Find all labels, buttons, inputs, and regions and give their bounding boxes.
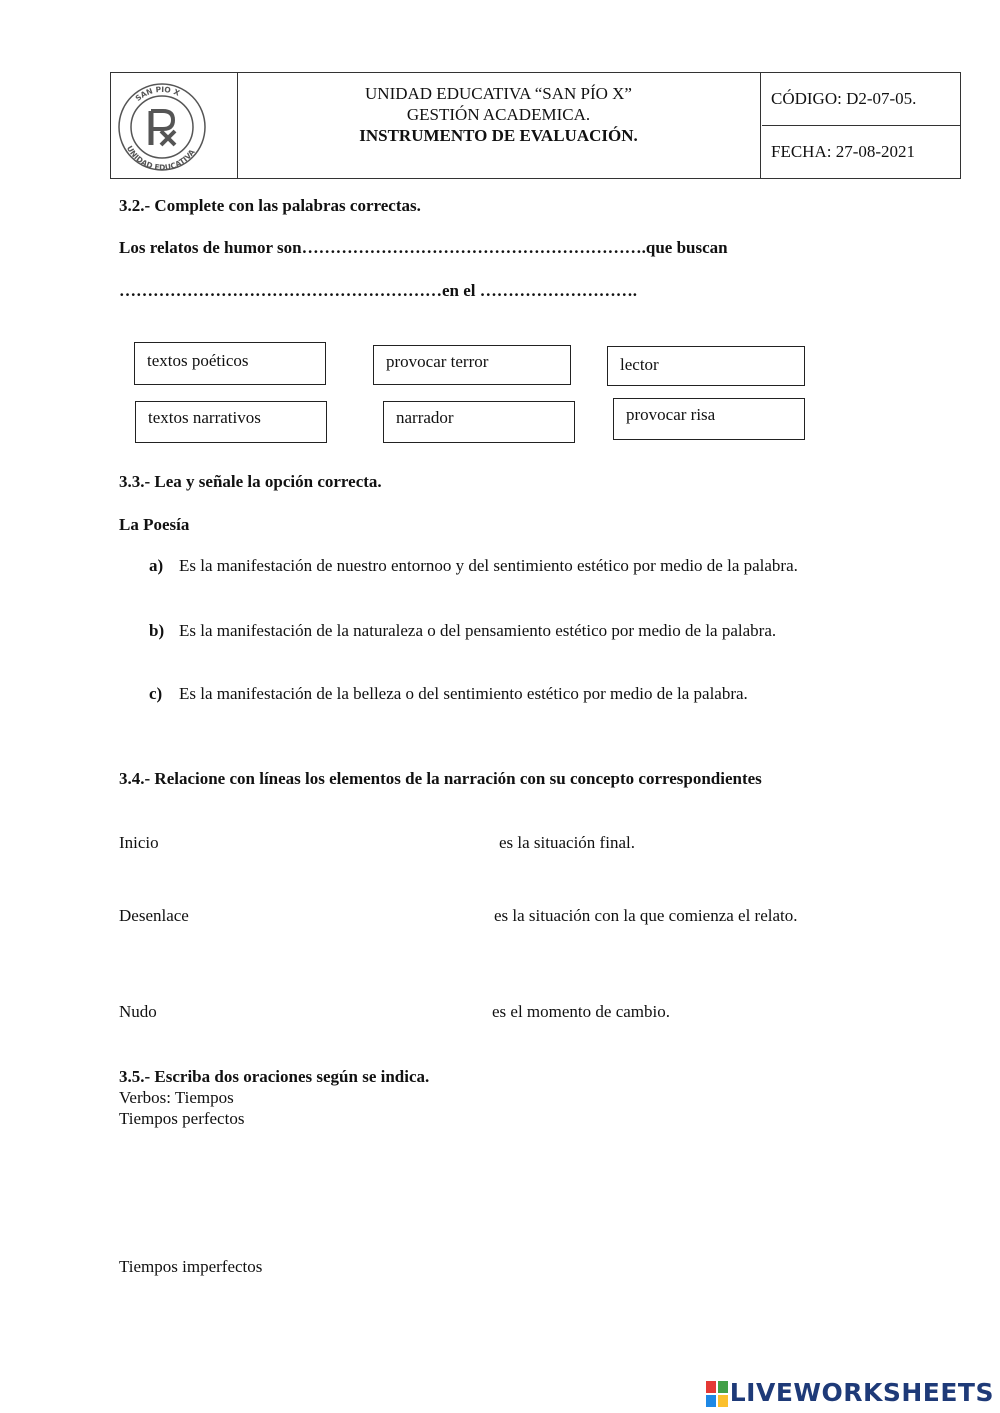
date-cell: FECHA: 27-08-2021	[771, 142, 916, 161]
header-title-cell	[237, 73, 761, 178]
option-text: Es la manifestación de nuestro entornoo y del sentimiento estético por medio de la palabra.	[179, 556, 798, 575]
section-3-2-title: 3.2.- Complete con las palabras correctas.	[119, 196, 421, 215]
option-b[interactable]	[149, 621, 776, 641]
liveworksheets-watermark	[706, 1378, 994, 1407]
logo-bottom-text: UNIDAD EDUCATIVA	[124, 144, 197, 173]
section-3-5-title: 3.5.- Escriba dos oraciones según se indica.	[119, 1067, 430, 1086]
school-name: UNIDAD EDUCATIVA “SAN PÍO X”	[365, 84, 632, 103]
school-logo	[111, 73, 237, 178]
match-left-item[interactable]: Nudo	[119, 1002, 157, 1021]
match-right-item[interactable]: es el momento de cambio.	[492, 1002, 670, 1021]
match-right-item[interactable]: es la situación con la que comienza el relato.	[494, 906, 798, 925]
section-3-3-subtitle: La Poesía	[119, 515, 190, 534]
option-a[interactable]	[149, 556, 798, 576]
watermark-text: LIVEWORKSHEETS	[729, 1378, 994, 1407]
header-table	[110, 72, 961, 179]
word-option[interactable]: provocar risa	[613, 398, 805, 440]
liveworksheets-logo-icon	[706, 1381, 728, 1407]
option-letter: c)	[149, 684, 163, 703]
word-option[interactable]: lector	[607, 346, 805, 386]
word-option[interactable]: provocar terror	[373, 345, 571, 385]
fill-line-1: Los relatos de humor son…………………………………………………….que buscan	[119, 238, 728, 257]
perfect-tenses-label: Tiempos perfectos	[119, 1109, 245, 1128]
match-right-item[interactable]: es la situación final.	[499, 833, 635, 852]
department-name: GESTIÓN ACADEMICA.	[406, 105, 591, 124]
section-3-4-title: 3.4.- Relacione con líneas los elementos de la narración con su concepto correspondientes	[119, 769, 762, 788]
option-letter: b)	[149, 621, 165, 640]
verbs-label: Verbos: Tiempos	[119, 1088, 234, 1107]
svg-text:SAN PIO X	[134, 85, 182, 103]
logo-top-text: SAN PIO X	[133, 84, 182, 103]
match-left-item[interactable]: Inicio	[119, 833, 159, 852]
word-option[interactable]: textos poéticos	[134, 342, 326, 385]
word-option[interactable]: narrador	[383, 401, 575, 443]
option-text: Es la manifestación de la naturaleza o del pensamiento estético por medio de la palabra.	[179, 621, 777, 640]
option-c[interactable]	[149, 684, 748, 704]
word-option[interactable]: textos narrativos	[135, 401, 327, 443]
code-cell: CÓDIGO: D2-07-05.	[762, 73, 960, 126]
imperfect-tenses-label: Tiempos imperfectos	[119, 1257, 263, 1276]
option-text: Es la manifestación de la belleza o del sentimiento estético por medio de la palabra.	[179, 684, 748, 703]
match-left-item[interactable]: Desenlace	[119, 906, 189, 925]
fill-line-2: …………………………………………………en el ……………………….	[119, 281, 638, 300]
logo-cell	[111, 73, 238, 178]
option-letter: a)	[149, 556, 164, 575]
section-3-3-title: 3.3.- Lea y señale la opción correcta.	[119, 472, 382, 491]
instrument-title: INSTRUMENTO DE EVALUACIÓN.	[359, 126, 638, 145]
